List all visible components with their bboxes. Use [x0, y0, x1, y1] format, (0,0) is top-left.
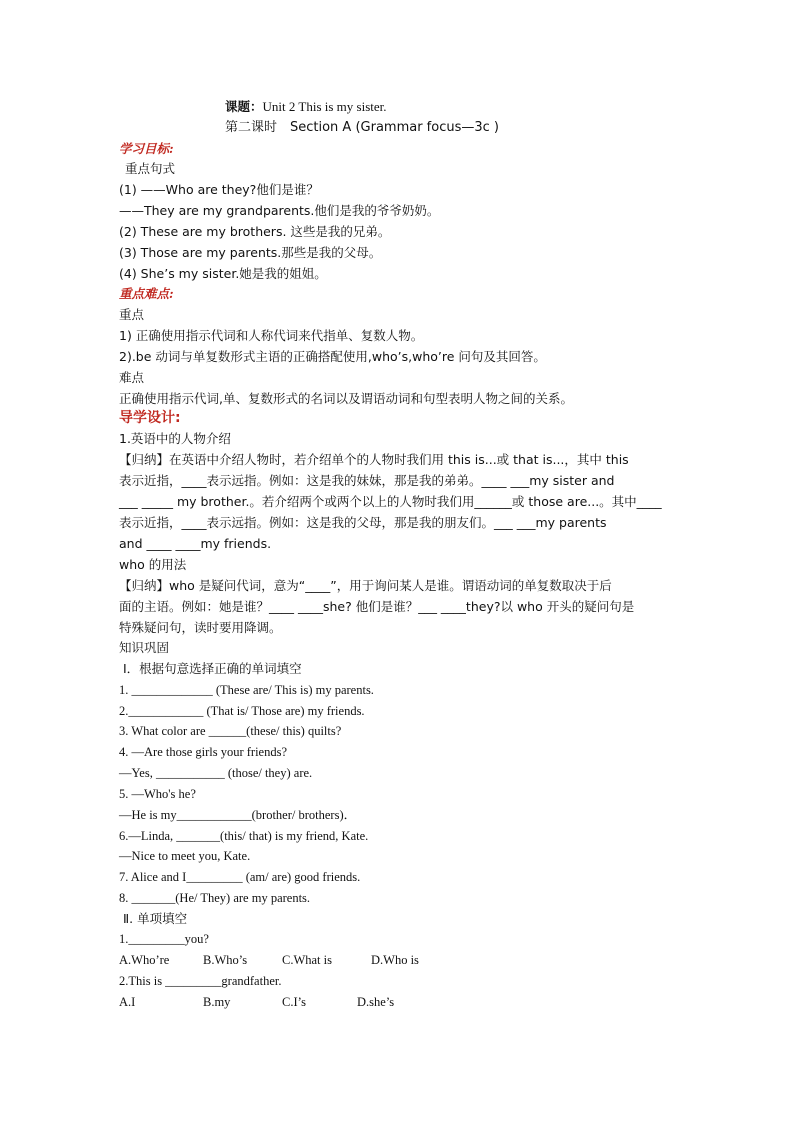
objectives-heading: 学习目标: — [119, 141, 174, 156]
mc-option: B.my — [203, 995, 231, 1009]
guide-para1-line: 表示近指，____表示远指。例如：这是我的妹妹，那是我的弟弟。____ ___my sister and — [119, 473, 615, 488]
mc-question-2: 2.This is _________grandfather. — [119, 974, 282, 988]
exercises-heading: 知识巩固 — [119, 640, 170, 655]
objectives-sub: 重点句式 — [125, 161, 176, 176]
guide-section1: 1.英语中的人物介绍 — [119, 431, 231, 446]
lesson-subtitle: 第二课时 Section A (Grammar focus—3c ) — [225, 120, 499, 135]
guide-para2-line: 面的主语。例如：她是谁？____ ____she? 他们是谁？___ ____they?以 who 开头的疑问句是 — [119, 599, 635, 614]
guide-section2: who 的用法 — [119, 557, 187, 572]
key-line: 1) 正确使用指示代词和人称代词来代指单、复数人物。 — [119, 328, 424, 343]
exercise-item: 4. —Are those girls your friends? — [119, 745, 288, 759]
title-text: Unit 2 This is my sister. — [262, 99, 387, 114]
exercise-item: 7. Alice and I_________ (am/ are) good friends. — [119, 870, 361, 884]
exercise-item: —Yes, ___________ (those/ they) are. — [119, 766, 313, 780]
part1-title: Ⅰ．根据句意选择正确的单词填空 — [123, 661, 302, 676]
exercise-item: 3. What color are ______(these/ this) quilts? — [119, 724, 342, 738]
exercise-item: 5. —Who's he? — [119, 787, 196, 801]
guide-para2-line: 【归纳】who 是疑问代词，意为“____”，用于询问某人是谁。谓语动词的单复数取决于后 — [119, 578, 612, 593]
lesson-title — [225, 99, 387, 115]
exercise-item: —Nice to meet you, Kate. — [119, 849, 251, 863]
exercise-item: 6.—Linda, _______(this/ that) is my friend, Kate. — [119, 829, 369, 843]
mc-question-1: 1._________you? — [119, 932, 209, 946]
objective-line: (3) Those are my parents.那些是我的父母。 — [119, 245, 382, 260]
mc-option: B.Who’s — [203, 953, 248, 967]
key-line: 2).be 动词与单复数形式主语的正确搭配使用,who’s,who’re 问句及其回答。 — [119, 349, 546, 364]
guide-para1-line: ___ _____ my brother.。若介绍两个或两个以上的人物时我们用______或 those are...。其中____ — [119, 494, 662, 509]
guide-para1-line: 表示近指，____表示远指。例如：这是我的父母，那是我的朋友们。___ ___my parents — [119, 515, 607, 530]
mc-option: A.I — [119, 995, 136, 1009]
mc-option: C.What is — [282, 953, 332, 967]
objective-line: (2) These are my brothers. 这些是我的兄弟。 — [119, 224, 391, 239]
exercise-item: 2.____________ (That is/ Those are) my friends. — [119, 704, 365, 718]
mc-option: D.Who is — [371, 953, 419, 967]
title-label: 课题： — [225, 99, 263, 114]
mc-option: D.she’s — [357, 995, 395, 1009]
guide-para1-line: and ____ ____my friends. — [119, 536, 272, 551]
guide-para2-line: 特殊疑问句，读时要用降调。 — [119, 620, 282, 635]
hard-label: 难点 — [119, 370, 145, 385]
guide-heading: 导学设计: — [119, 410, 181, 426]
exercise-item: 8. _______(He/ They) are my parents. — [119, 891, 311, 905]
hard-line: 正确使用指示代词,单、复数形式的名词以及谓语动词和句型表明人物之间的关系。 — [119, 391, 573, 406]
objective-line: (4) She’s my sister.她是我的姐姐。 — [119, 266, 327, 281]
mc-option: C.I’s — [282, 995, 306, 1009]
exercise-item: —He is my____________(brother/ brothers)． — [119, 808, 357, 822]
difficulties-heading: 重点难点: — [119, 286, 174, 301]
mc-option: A.Who’re — [119, 953, 170, 967]
part2-title: Ⅱ. 单项填空 — [123, 911, 188, 926]
objective-line: (1) ——Who are they?他们是谁？ — [119, 182, 319, 197]
key-label: 重点 — [119, 307, 145, 322]
guide-para1-line: 【归纳】在英语中介绍人物时，若介绍单个的人物时我们用 this is...或 that is...，其中 this — [119, 452, 629, 467]
exercise-item: 1. _____________ (These are/ This is) my parents. — [119, 683, 374, 697]
objective-line: ——They are my grandparents.他们是我的爷爷奶奶。 — [119, 203, 440, 218]
